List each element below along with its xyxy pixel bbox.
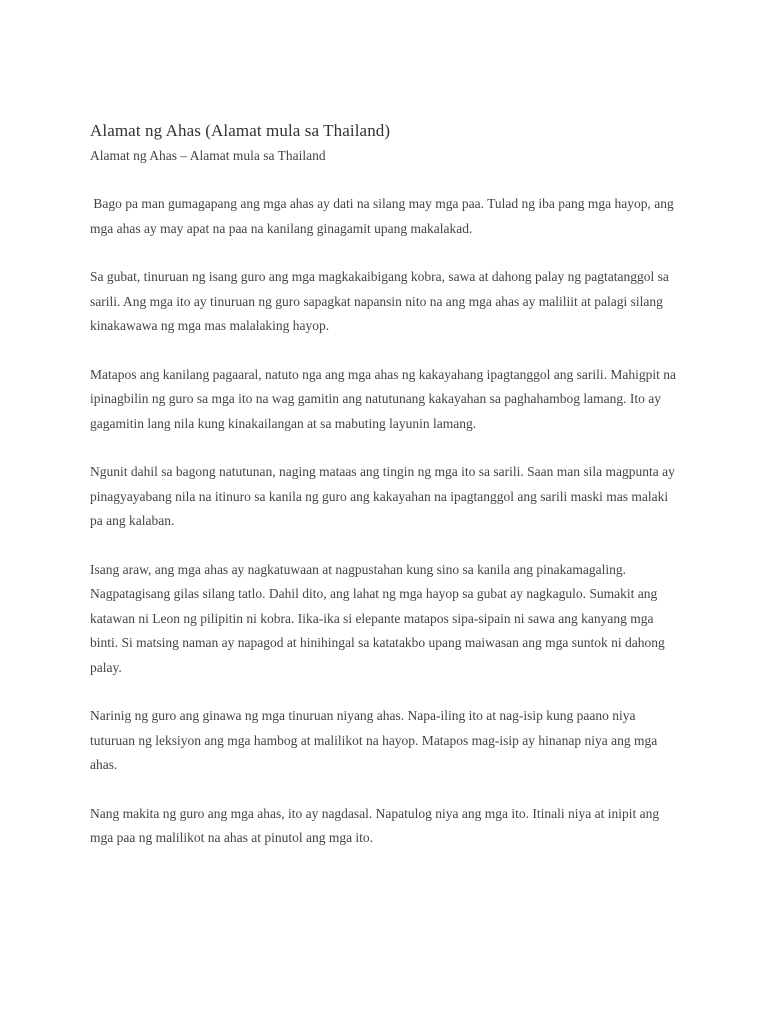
paragraph: Nang makita ng guro ang mga ahas, ito ay nagdasal. Napatulog niya ang mga ito. Itinali niya at inipit ang mga paa ng malilikot na ahas at pinutol ang mga ito.: [90, 805, 663, 845]
paragraph: Bago pa man gumagapang ang mga ahas ay dati na silang may mga paa. Tulad ng iba pang mga hayop, ang mga ahas ay may apat na paa na kanilang ginagamit upang makalakad.: [90, 196, 678, 236]
paragraph: Sa gubat, tinuruan ng isang guro ang mga magkakaibigang kobra, sawa at dahong palay ng pagtatanggol sa sarili. Ang mga ito ay tinuruan ng guro sapagkat napansin nito na ang mga ahas ay maliliit at palagi silang kinakawawa ng mga mas malalaking hayop.: [90, 269, 673, 333]
paragraph: Isang araw, ang mga ahas ay nagkatuwaan at nagpustahan kung sino sa kanila ang pinakamagaling. Nagpatagisang gilas silang tatlo. Dahil dito, ang lahat ng mga hayop sa gubat ay nagkagulo. Sumakit ang katawan ni Leon ng pilipitin ni kobra. Iika-ika si elepante matapos sipa-sipain ni sawa ang kanyang mga binti. Si matsing naman ay napagod at hinihingal sa katatakbo upang maiwasan ang mga suntok ni dahong palay.: [90, 561, 669, 675]
document-page: [90, 120, 680, 875]
document-subtitle: Alamat ng Ahas – Alamat mula sa Thailand: [90, 148, 326, 163]
paragraph: Ngunit dahil sa bagong natutunan, naging mataas ang tingin ng mga ito sa sarili. Saan man sila magpunta ay pinagyayabang nila na itinuro sa kanila ng guro ang kakayahan na ipagtanggol ang sarili maski mas malaki pa ang kalaban.: [90, 464, 679, 528]
paragraph: Narinig ng guro ang ginawa ng mga tinuruan niyang ahas. Napa-iling ito at nag-isip kung paano niya tuturuan ng leksiyon ang mga hambog at malilikot na hayop. Matapos mag-isip ay hinanap niya ang mga ahas.: [90, 708, 661, 772]
document-title: Alamat ng Ahas (Alamat mula sa Thailand): [90, 121, 391, 140]
paragraph: Matapos ang kanilang pagaaral, natuto nga ang mga ahas ng kakayahang ipagtanggol ang sarili. Mahigpit na ipinagbilin ng guro sa mga ito na wag gamitin ang natutunang kakayahan sa paghahambog lamang. Ito ay gagamitin lang nila kung kinakailangan at sa mabuting layunin lamang.: [90, 366, 680, 431]
document-body: [90, 192, 680, 851]
